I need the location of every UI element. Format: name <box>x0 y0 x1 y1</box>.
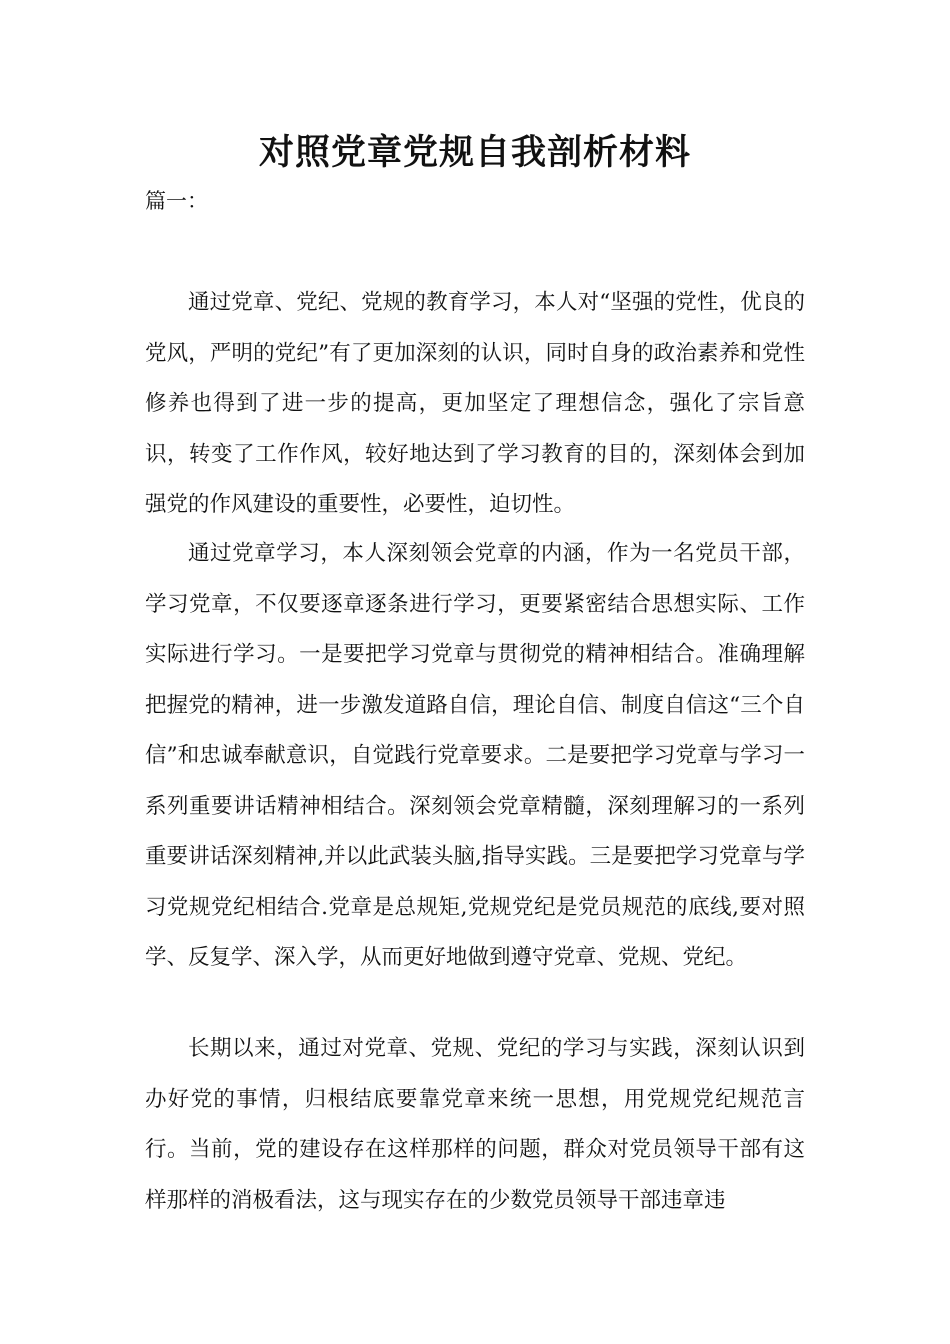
paragraph-2: 通过党章学习，本人深刻领会党章的内涵，作为一名党员干部，学习党章，不仅要逐章逐条进行学习，更要紧密结合思想实际、工作实际进行学习。一是要把学习党章与贯彻党的精神相结合。准确理解把握党的精神，进一步激发道路自信，理论自信、制度自信这“三个自信”和忠诚奉献意识，自觉践行党章要求。二是要把学习党章与学习一系列重要讲话精神相结合。深刻领会党章精髓，深刻理解习的一系列重要讲话深刻精神,并以此武装头脑,指导实践。三是要把学习党章与学习党规党纪相结合.党章是总规矩,党规党纪是党员规范的底线,要对照学、反复学、深入学，从而更好地做到遵守党章、党规、党纪。 <box>145 541 805 970</box>
paragraph-1: 通过党章、党纪、党规的教育学习，本人对“坚强的党性，优良的党风，严明的党纪”有了更加深刻的认识，同时自身的政治素养和党性修养也得到了进一步的提高，更加坚定了理想信念，强化了宗旨意识，转变了工作作风，较好地达到了学习教育的目的，深刻体会到加强党的作风建设的重要性，必要性，迫切性。 <box>145 290 805 517</box>
paragraph-3: 长期以来，通过对党章、党规、党纪的学习与实践，深刻认识到办好党的事情，归根结底要靠党章来统一思想，用党规党纪规范言行。当前，党的建设存在这样那样的问题，群众对党员领导干部有这样那样的消极看法，这与现实存在的少数党员领导干部违章违 <box>145 1036 805 1213</box>
section-label: 篇一： <box>145 189 208 213</box>
document-title: 对照党章党规自我剖析材料 <box>258 132 691 173</box>
